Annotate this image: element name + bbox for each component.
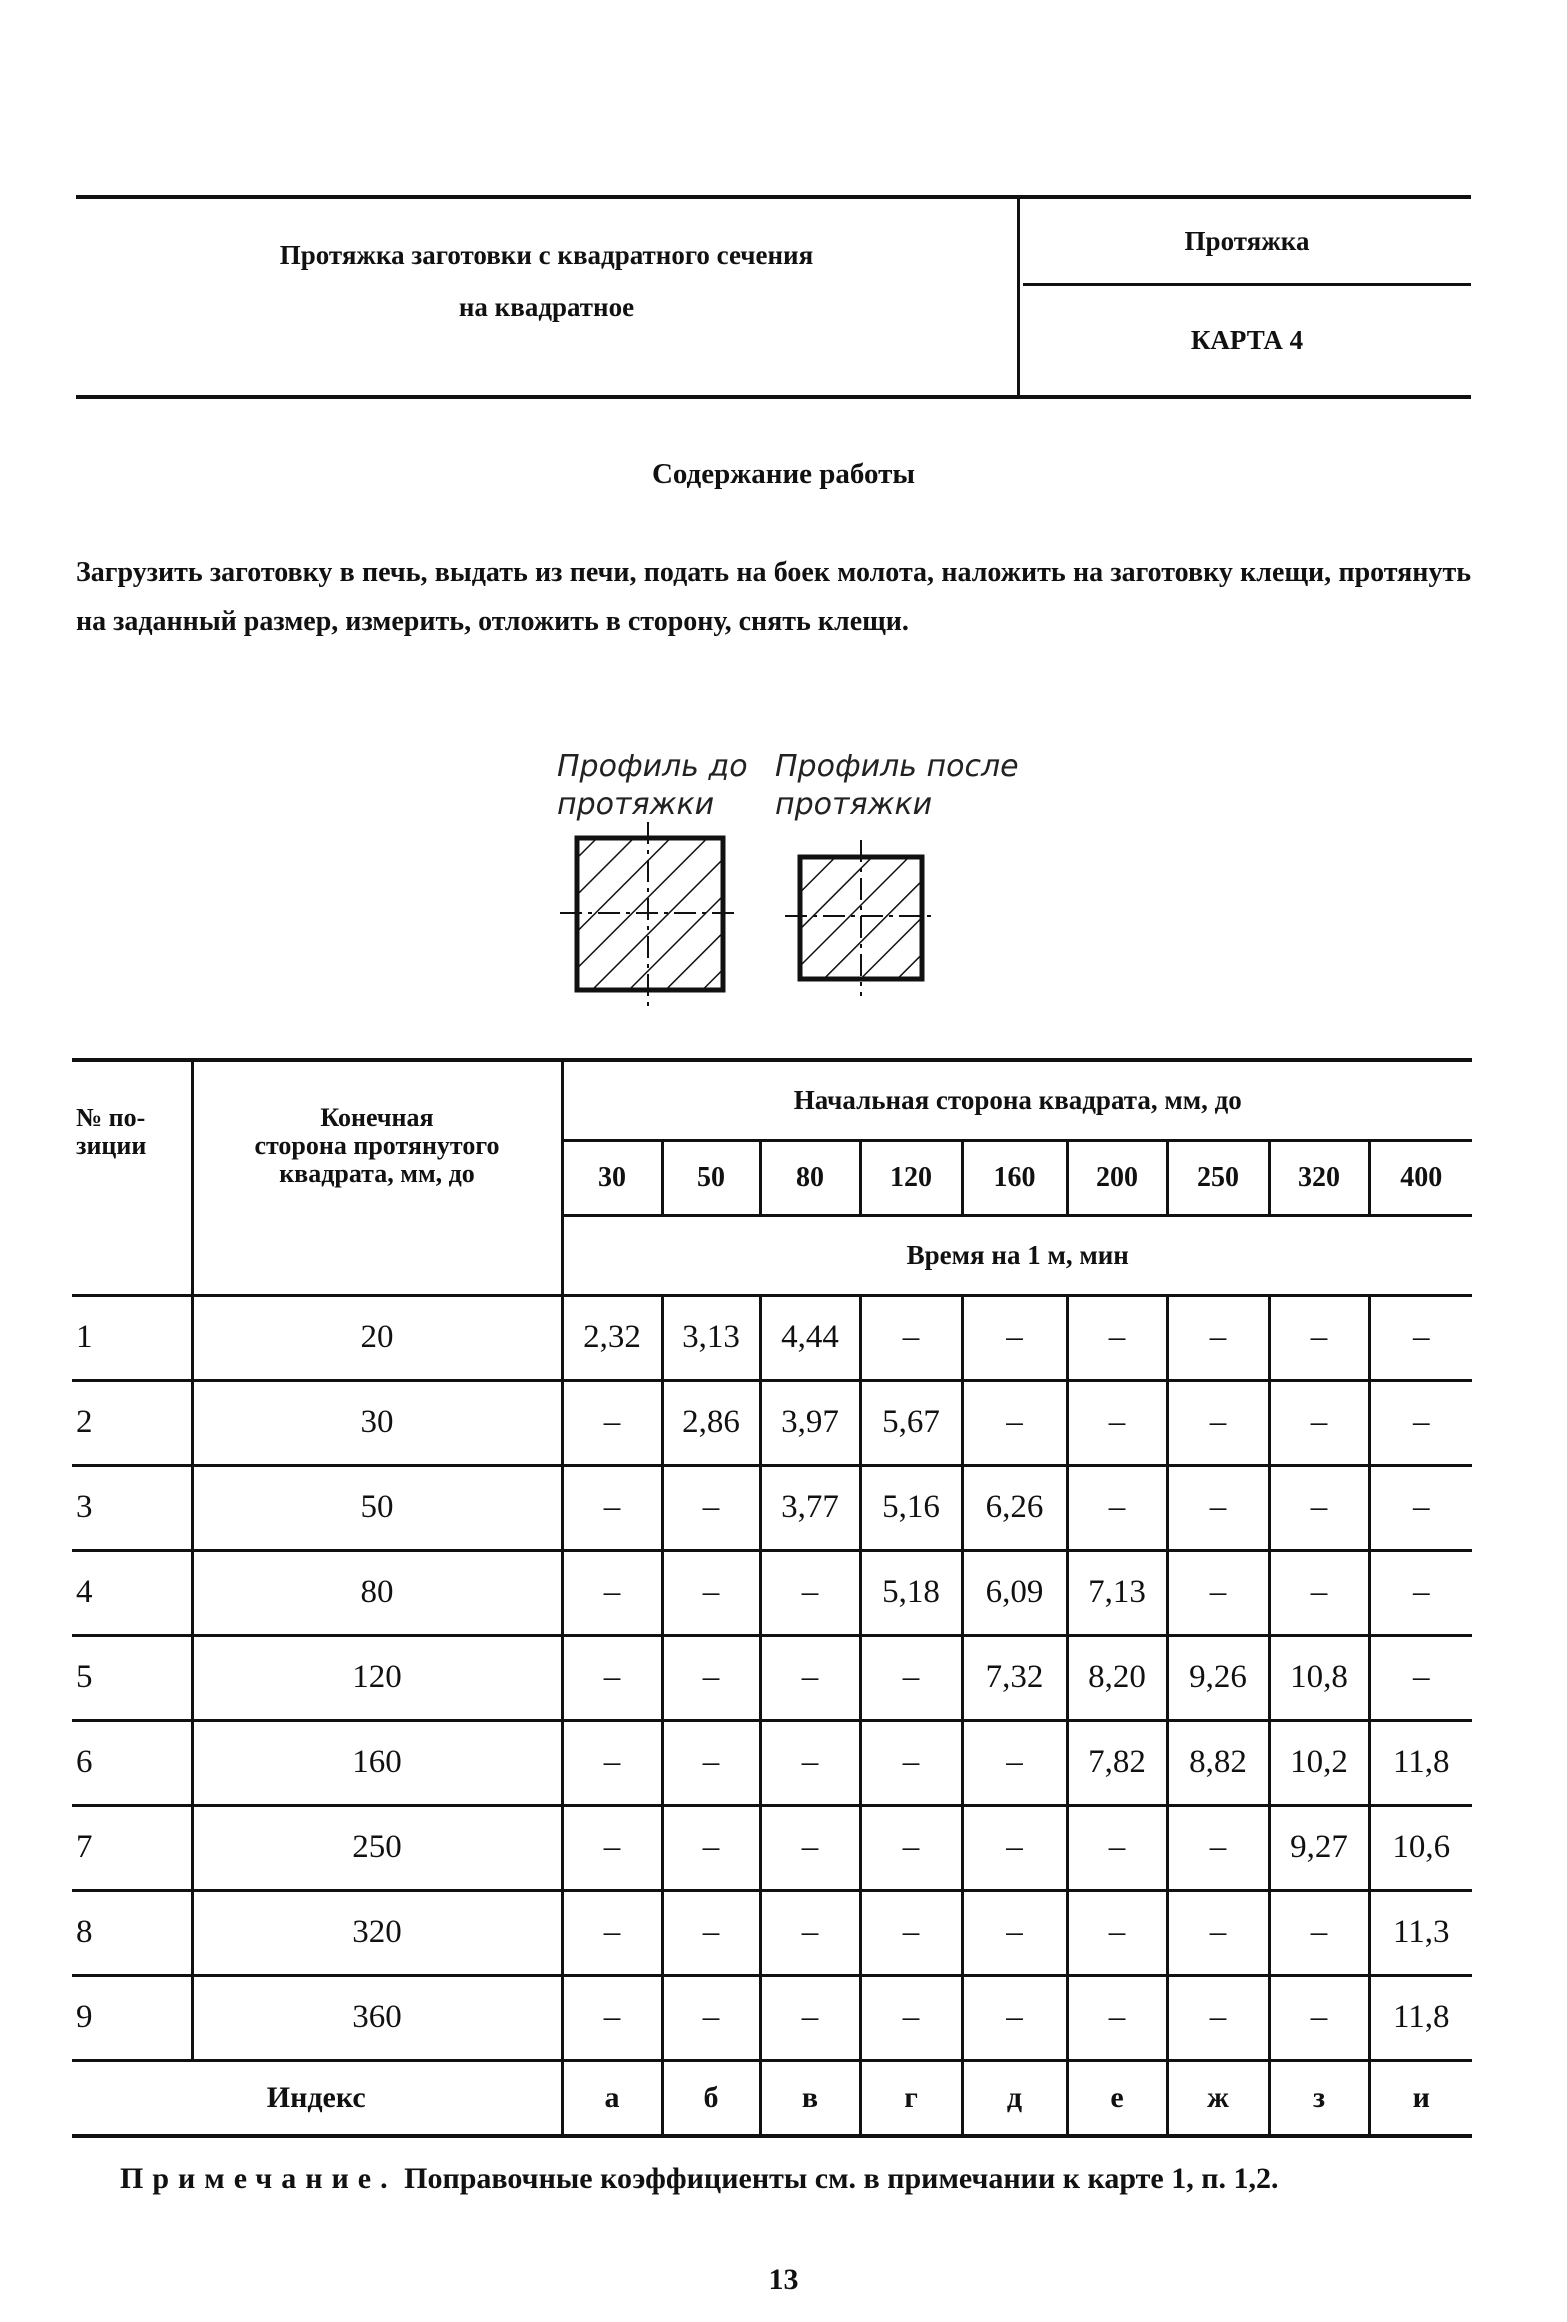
time-value: 7,82 xyxy=(1067,1720,1167,1805)
time-value: – xyxy=(662,1805,760,1890)
time-norm-table xyxy=(72,1058,1472,2138)
time-value: – xyxy=(662,1720,760,1805)
time-value: – xyxy=(1369,1295,1472,1380)
table-row xyxy=(72,1380,1472,1465)
time-value: 6,26 xyxy=(962,1465,1067,1550)
header-final-side: Конечная сторона протянутого квадрата, мм, до xyxy=(192,1060,562,1295)
position-number: 3 xyxy=(72,1465,192,1550)
index-value: ж xyxy=(1167,2060,1269,2136)
card-title-line2: на квадратное xyxy=(458,292,635,322)
table-row xyxy=(72,1465,1472,1550)
header-initial-side: Начальная сторона квадрата, мм, до xyxy=(562,1060,1472,1140)
time-value: – xyxy=(1269,1890,1369,1975)
time-value: 11,8 xyxy=(1369,1720,1472,1805)
initial-size-header: 250 xyxy=(1167,1140,1269,1215)
time-value: – xyxy=(860,1635,962,1720)
index-value: г xyxy=(860,2060,962,2136)
time-value: 8,82 xyxy=(1167,1720,1269,1805)
time-value: 10,8 xyxy=(1269,1635,1369,1720)
page-number: 13 xyxy=(768,2263,799,2296)
time-value: – xyxy=(1269,1465,1369,1550)
time-value: – xyxy=(1167,1550,1269,1635)
time-value: – xyxy=(760,1805,860,1890)
table-row xyxy=(72,1550,1472,1635)
table-row xyxy=(72,1295,1472,1380)
position-number: 9 xyxy=(72,1975,192,2060)
profile-after-square xyxy=(785,840,936,996)
index-value: в xyxy=(760,2060,860,2136)
time-value: 8,20 xyxy=(1067,1635,1167,1720)
content-title: Содержание работы xyxy=(651,458,916,490)
final-side-value: 250 xyxy=(192,1805,562,1890)
card-title-line1: Протяжка заготовки с квадратного сечения xyxy=(279,240,814,270)
final-side-value: 120 xyxy=(192,1635,562,1720)
final-side-value: 160 xyxy=(192,1720,562,1805)
time-value: – xyxy=(962,1890,1067,1975)
time-value: – xyxy=(562,1635,662,1720)
table-row xyxy=(72,1635,1472,1720)
time-value: 10,2 xyxy=(1269,1720,1369,1805)
time-value: – xyxy=(1269,1550,1369,1635)
time-value: – xyxy=(860,1890,962,1975)
time-value: 4,44 xyxy=(760,1295,860,1380)
index-value: и xyxy=(1369,2060,1472,2136)
time-value: – xyxy=(1369,1635,1472,1720)
time-value: – xyxy=(1067,1465,1167,1550)
time-value: – xyxy=(1167,1975,1269,2060)
table-row xyxy=(72,1720,1472,1805)
time-value: – xyxy=(662,1890,760,1975)
header-time-per-meter: Время на 1 м, мин xyxy=(562,1215,1472,1295)
footnote xyxy=(120,2162,1279,2196)
profile-figure xyxy=(0,0,1567,1060)
time-value: 10,6 xyxy=(1369,1805,1472,1890)
time-value: – xyxy=(662,1975,760,2060)
position-number: 1 xyxy=(72,1295,192,1380)
time-value: – xyxy=(962,1975,1067,2060)
final-side-value: 320 xyxy=(192,1890,562,1975)
index-value: з xyxy=(1269,2060,1369,2136)
time-value: 7,32 xyxy=(962,1635,1067,1720)
time-value: – xyxy=(1369,1465,1472,1550)
time-value: – xyxy=(562,1805,662,1890)
final-side-value: 80 xyxy=(192,1550,562,1635)
time-value: – xyxy=(760,1635,860,1720)
time-value: – xyxy=(962,1295,1067,1380)
time-value: – xyxy=(1067,1975,1167,2060)
time-value: – xyxy=(1067,1295,1167,1380)
initial-size-header: 200 xyxy=(1067,1140,1167,1215)
initial-size-header: 80 xyxy=(760,1140,860,1215)
time-value: 5,67 xyxy=(860,1380,962,1465)
time-value: – xyxy=(1167,1890,1269,1975)
table-row xyxy=(72,1975,1472,2060)
card-number: КАРТА 4 xyxy=(1190,325,1304,355)
initial-size-header: 400 xyxy=(1369,1140,1472,1215)
time-value: – xyxy=(1369,1380,1472,1465)
time-value: – xyxy=(562,1465,662,1550)
profile-after-line2: протяжки xyxy=(775,787,933,822)
footnote-label: Примечание. xyxy=(120,2162,397,2195)
card-section: Протяжка xyxy=(1023,199,1471,286)
time-value: – xyxy=(1167,1295,1269,1380)
final-side-value: 360 xyxy=(192,1975,562,2060)
time-value: – xyxy=(860,1805,962,1890)
time-value: – xyxy=(1269,1975,1369,2060)
time-value: – xyxy=(562,1380,662,1465)
final-side-value: 50 xyxy=(192,1465,562,1550)
final-side-value: 30 xyxy=(192,1380,562,1465)
table-row xyxy=(72,1890,1472,1975)
time-value: – xyxy=(760,1550,860,1635)
time-value: – xyxy=(662,1550,760,1635)
time-value: – xyxy=(562,1975,662,2060)
time-value: – xyxy=(1067,1890,1167,1975)
position-number: 5 xyxy=(72,1635,192,1720)
final-side-value: 20 xyxy=(192,1295,562,1380)
index-label: Индекс xyxy=(72,2060,562,2136)
position-number: 4 xyxy=(72,1550,192,1635)
time-value: – xyxy=(860,1975,962,2060)
time-value: 3,13 xyxy=(662,1295,760,1380)
table-row xyxy=(72,1805,1472,1890)
profile-before-line2: протяжки xyxy=(557,787,715,822)
work-description: Загрузить заготовку в печь, выдать из печи, подать на боек молота, наложить на заготовку клещи, протянуть на заданный размер, измерить, отложить в сторону, снять клещи. xyxy=(76,557,1471,637)
index-value: д xyxy=(962,2060,1067,2136)
header-position-no: № по- зиции xyxy=(72,1060,192,1295)
initial-size-header: 30 xyxy=(562,1140,662,1215)
position-number: 8 xyxy=(72,1890,192,1975)
time-value: 5,16 xyxy=(860,1465,962,1550)
time-value: – xyxy=(760,1720,860,1805)
position-number: 2 xyxy=(72,1380,192,1465)
profile-before-square xyxy=(560,822,740,1008)
time-value: – xyxy=(662,1635,760,1720)
time-value: – xyxy=(1167,1465,1269,1550)
time-value: – xyxy=(860,1295,962,1380)
time-value: 7,13 xyxy=(1067,1550,1167,1635)
time-value: 11,8 xyxy=(1369,1975,1472,2060)
index-value: а xyxy=(562,2060,662,2136)
time-value: – xyxy=(1067,1805,1167,1890)
profile-before-line1: Профиль до xyxy=(557,749,748,784)
time-value: 2,32 xyxy=(562,1295,662,1380)
time-value: 6,09 xyxy=(962,1550,1067,1635)
time-value: 9,26 xyxy=(1167,1635,1269,1720)
initial-size-header: 120 xyxy=(860,1140,962,1215)
time-value: – xyxy=(1067,1380,1167,1465)
time-value: – xyxy=(562,1550,662,1635)
time-value: 11,3 xyxy=(1369,1890,1472,1975)
time-value: – xyxy=(760,1890,860,1975)
time-value: – xyxy=(962,1720,1067,1805)
profile-after-line1: Профиль после xyxy=(775,749,1019,784)
initial-size-header: 160 xyxy=(962,1140,1067,1215)
time-value: – xyxy=(662,1465,760,1550)
time-value: 3,77 xyxy=(760,1465,860,1550)
footnote-text: Поправочные коэффициенты см. в примечании к карте 1, п. 1,2. xyxy=(404,2162,1279,2195)
time-value: – xyxy=(562,1890,662,1975)
position-number: 7 xyxy=(72,1805,192,1890)
time-value: – xyxy=(1167,1805,1269,1890)
time-value: – xyxy=(962,1380,1067,1465)
time-value: – xyxy=(1269,1380,1369,1465)
index-value: е xyxy=(1067,2060,1167,2136)
time-value: – xyxy=(962,1805,1067,1890)
time-value: – xyxy=(1369,1550,1472,1635)
time-value: 9,27 xyxy=(1269,1805,1369,1890)
time-value: – xyxy=(562,1720,662,1805)
initial-size-header: 50 xyxy=(662,1140,760,1215)
time-value: 5,18 xyxy=(860,1550,962,1635)
time-value: 2,86 xyxy=(662,1380,760,1465)
index-value: б xyxy=(662,2060,760,2136)
time-value: – xyxy=(1269,1295,1369,1380)
time-value: 3,97 xyxy=(760,1380,860,1465)
initial-size-header: 320 xyxy=(1269,1140,1369,1215)
position-number: 6 xyxy=(72,1720,192,1805)
time-value: – xyxy=(1167,1380,1269,1465)
time-value: – xyxy=(860,1720,962,1805)
time-value: – xyxy=(760,1975,860,2060)
